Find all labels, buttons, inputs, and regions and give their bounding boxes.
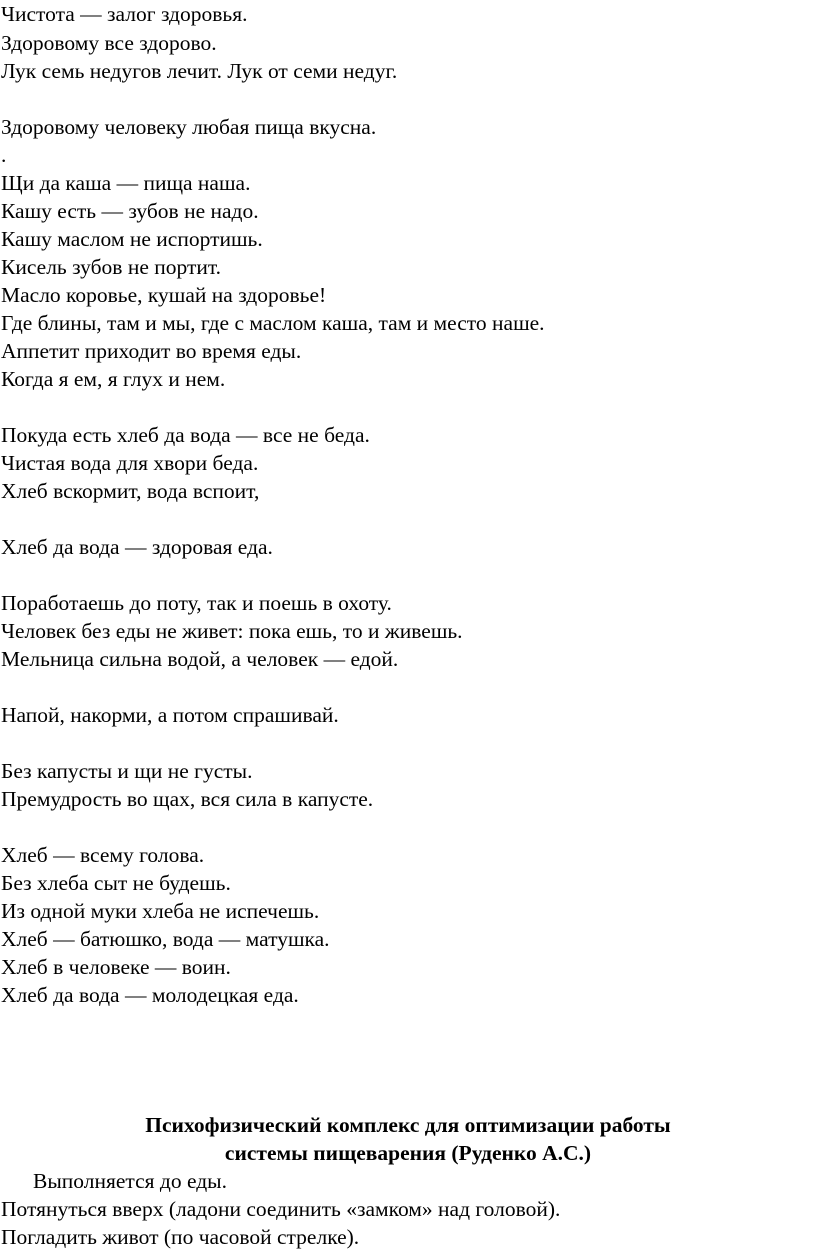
instruction-line: Погладить живот (по часовой стрелке).	[1, 1225, 360, 1249]
proverb-line: Масло коровье, кушай на здоровье!	[1, 283, 327, 307]
proverb-line: Кашу маслом не испортишь.	[1, 227, 263, 251]
proverb-line: Премудрость во щах, вся сила в капусте.	[1, 787, 374, 811]
proverb-line: Лук семь недугов лечит. Лук от семи недуг.	[1, 59, 398, 83]
proverb-line: Хлеб в человеке — воин.	[1, 955, 231, 979]
proverb-line: Где блины, там и мы, где с маслом каша, там и место наше.	[1, 311, 545, 335]
proverb-line: Без хлеба сыт не будешь.	[1, 871, 231, 895]
proverb-line: Напой, накорми, а потом спрашивай.	[1, 703, 339, 727]
proverb-line: Аппетит приходит во время еды.	[1, 339, 302, 363]
proverb-line: Чистая вода для хвори беда.	[1, 451, 259, 475]
proverb-line: Хлеб да вода — здоровая еда.	[1, 535, 273, 559]
instruction-line: Потянуться вверх (ладони соединить «замком» над головой).	[1, 1197, 561, 1221]
proverb-line: Щи да каша — пища наша.	[1, 171, 251, 195]
proverb-line: Поработаешь до поту, так и поешь в охоту.	[1, 591, 392, 615]
proverb-line: Кашу есть — зубов не надо.	[1, 199, 259, 223]
proverb-line: Человек без еды не живет: пока ешь, то и живешь.	[1, 619, 463, 643]
proverb-line: Хлеб — батюшко, вода — матушка.	[1, 927, 330, 951]
proverb-line: Чистота — залог здоровья.	[1, 2, 248, 26]
proverb-line: Кисель зубов не портит.	[1, 255, 222, 279]
proverb-line: Когда я ем, я глух и нем.	[1, 367, 226, 391]
proverb-line: Хлеб — всему голова.	[1, 843, 205, 867]
proverb-line: Из одной муки хлеба не испечешь.	[1, 899, 320, 923]
proverb-line: Хлеб да вода — молодецкая еда.	[1, 983, 299, 1007]
proverb-line: Без капусты и щи не густы.	[1, 759, 253, 783]
proverb-line: .	[1, 143, 7, 167]
section-title: системы пищеварения (Руденко А.С.)	[224, 1141, 592, 1165]
proverb-line: Покуда есть хлеб да вода — все не беда.	[1, 423, 370, 447]
proverb-line: Мельница сильна водой, а человек — едой.	[1, 647, 399, 671]
section-title: Психофизический комплекс для оптимизации работы	[145, 1113, 671, 1137]
proverb-line: Здоровому все здорово.	[1, 31, 217, 55]
proverb-line: Хлеб вскормит, вода вспоит,	[1, 479, 260, 503]
instruction-line: Выполняется до еды.	[33, 1169, 227, 1193]
proverb-line: Здоровому человеку любая пища вкусна.	[1, 115, 377, 139]
